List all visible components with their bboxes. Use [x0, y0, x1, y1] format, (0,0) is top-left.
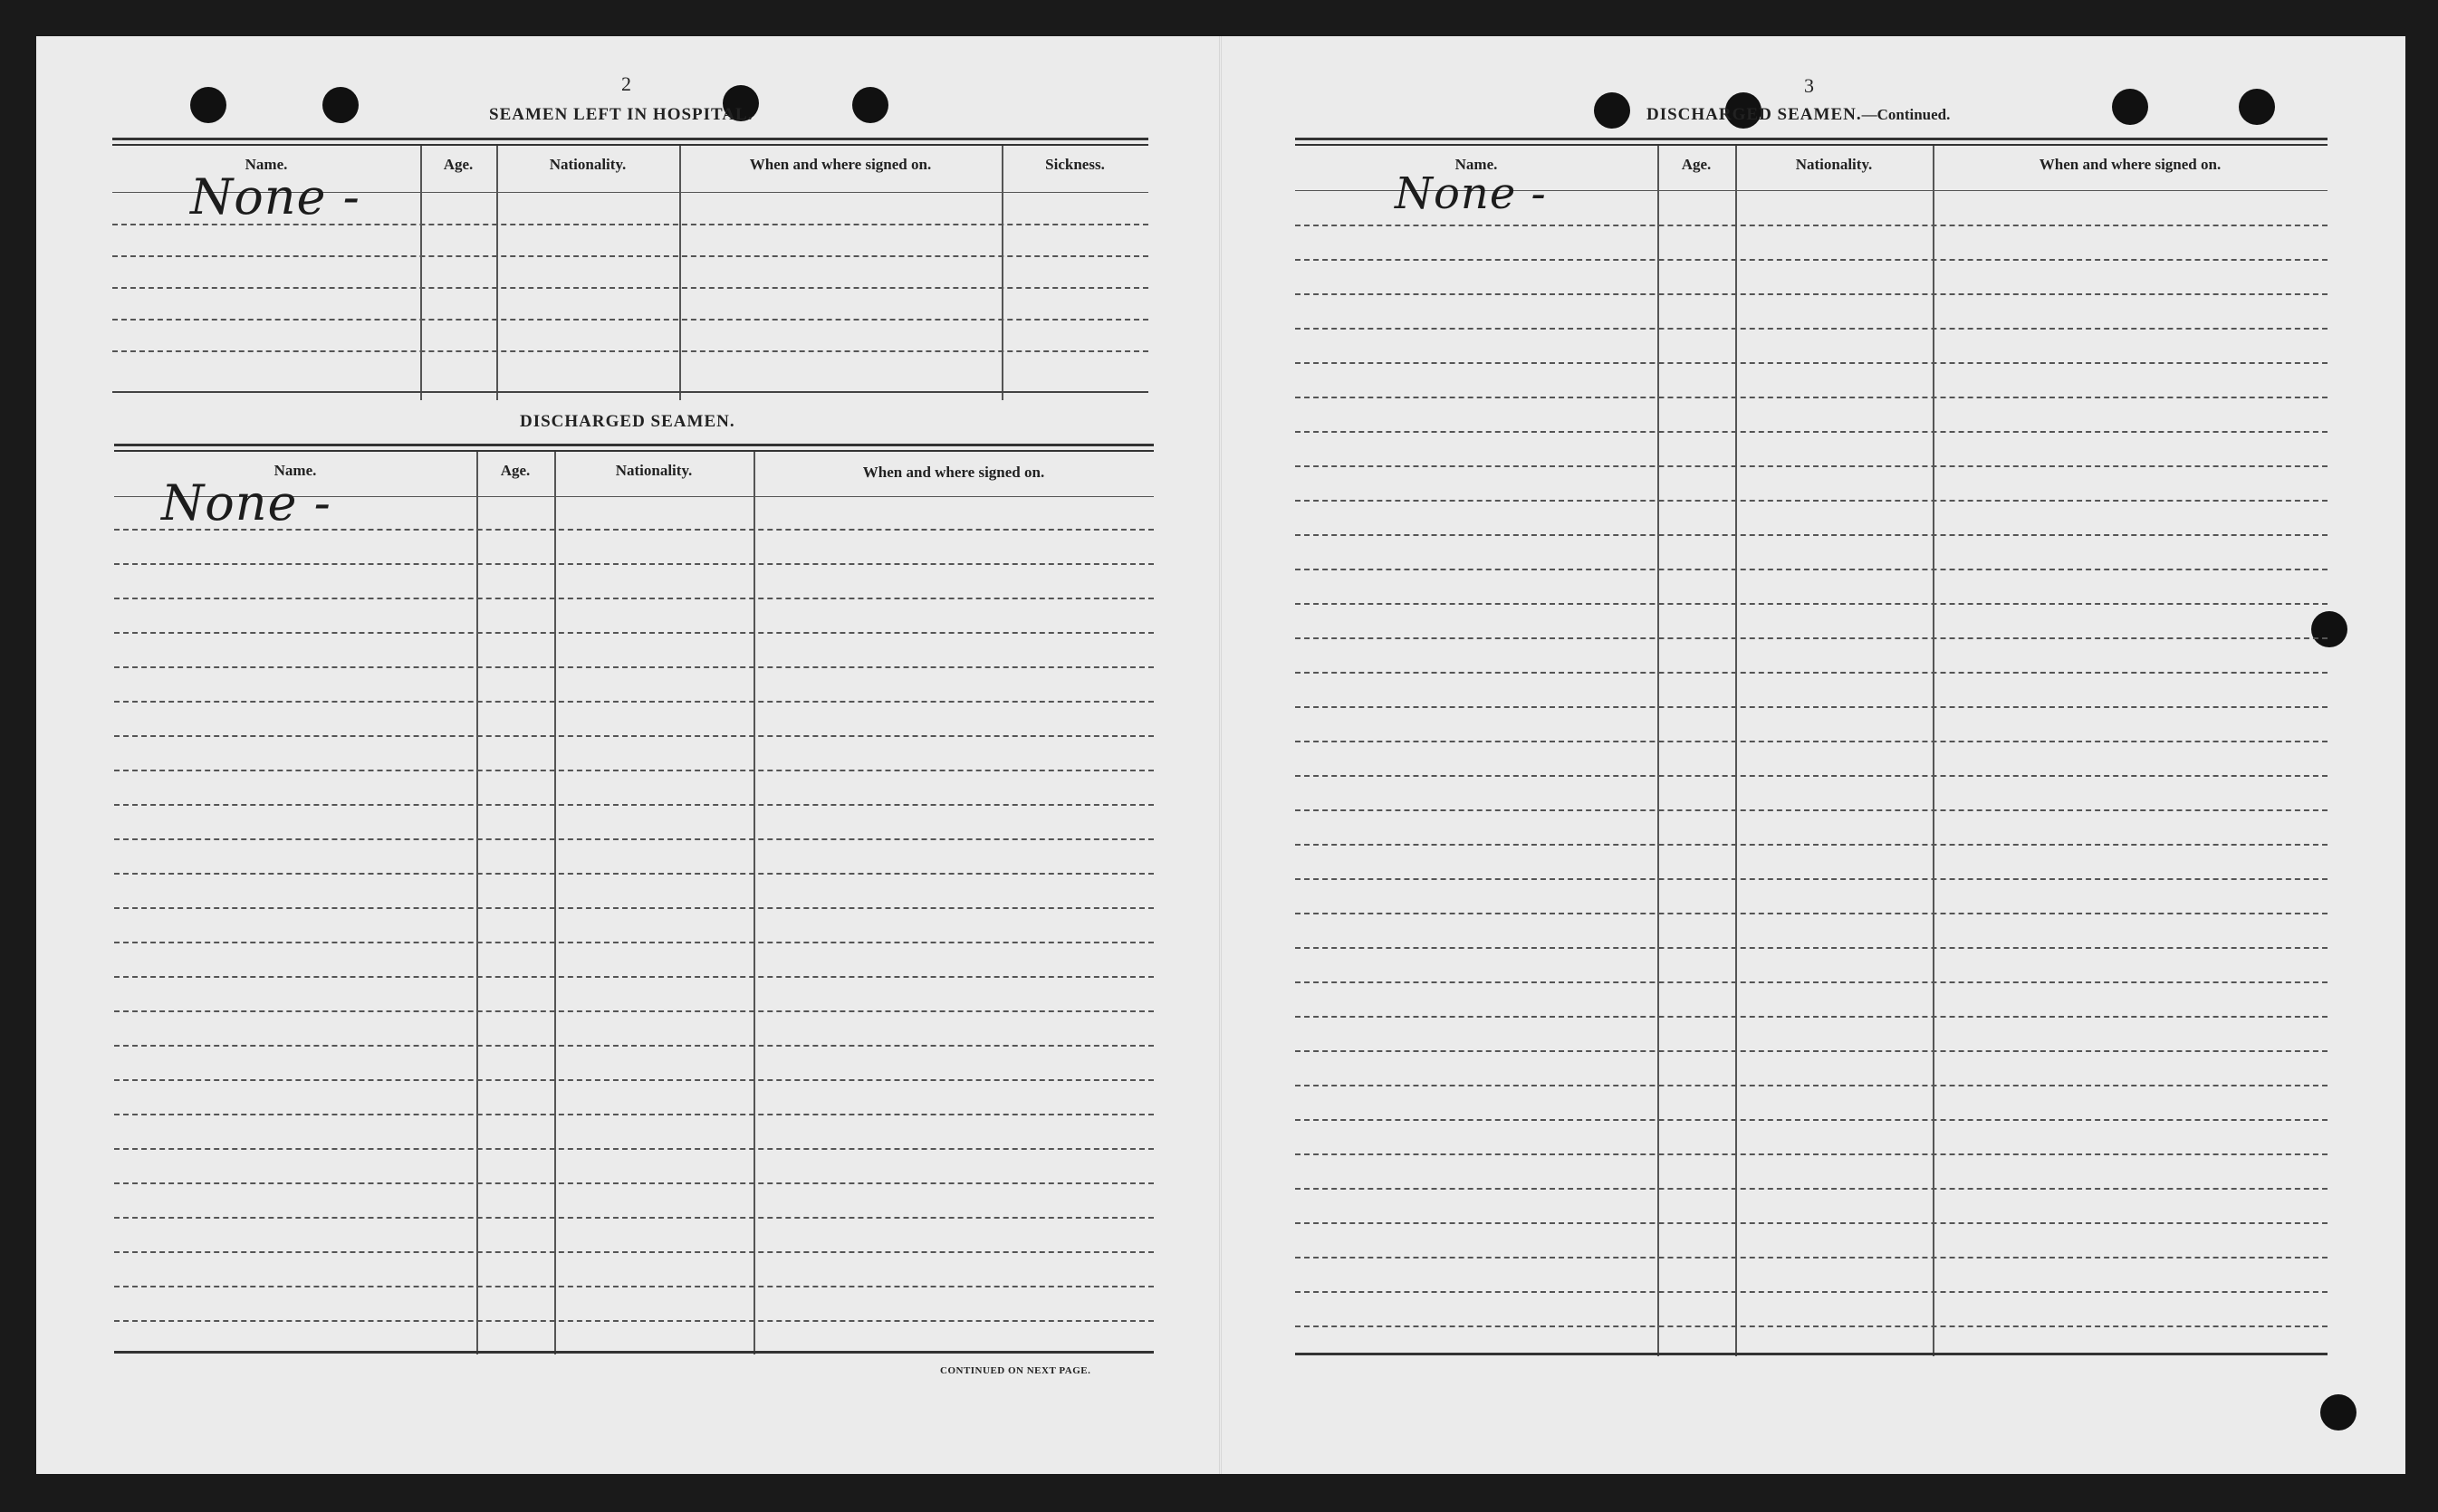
punch-hole	[2112, 89, 2148, 125]
handwritten-entry: None -	[1395, 168, 1547, 219]
discharged-table	[114, 444, 1154, 1360]
column-header-age: Age.	[1681, 156, 1712, 173]
punch-hole	[322, 87, 359, 123]
continued-note: CONTINUED ON NEXT PAGE.	[940, 1365, 1091, 1376]
column-header-sickness: Sickness.	[1045, 156, 1105, 173]
column-header-name: Name.	[245, 156, 288, 173]
column-header-age: Age.	[500, 462, 531, 479]
section-title-discharged-continued	[1646, 105, 1950, 125]
punch-hole	[852, 87, 888, 123]
column-header-nationality: Nationality.	[1795, 156, 1873, 173]
punch-hole	[1594, 92, 1630, 129]
column-header-nationality: Nationality.	[615, 462, 693, 479]
page-number: 3	[1804, 74, 1814, 97]
page-fold	[1219, 36, 1222, 1474]
column-header-signed-on: When and where signed on.	[862, 464, 1045, 481]
column-header-age: Age.	[443, 156, 474, 173]
column-header-name: Name.	[1454, 156, 1498, 173]
handwritten-entry: None -	[190, 168, 360, 225]
handwritten-entry: None -	[161, 474, 331, 531]
section-title-hospital: SEAMEN LEFT IN HOSPITAL.	[489, 105, 753, 124]
section-title-suffix: —Continued.	[1861, 106, 1951, 123]
column-header-signed-on: When and where signed on.	[2039, 156, 2222, 173]
punch-hole	[190, 87, 226, 123]
section-title-text: DISCHARGED SEAMEN.	[1646, 105, 1862, 124]
page-number: 2	[621, 72, 631, 95]
punch-hole	[2239, 89, 2275, 125]
column-header-name: Name.	[274, 462, 317, 479]
column-header-nationality: Nationality.	[549, 156, 627, 173]
punch-hole	[2320, 1394, 2356, 1431]
section-title-discharged: DISCHARGED SEAMEN.	[520, 412, 735, 431]
column-header-signed-on: When and where signed on.	[749, 156, 932, 173]
discharged-continued-table	[1295, 138, 2328, 1362]
